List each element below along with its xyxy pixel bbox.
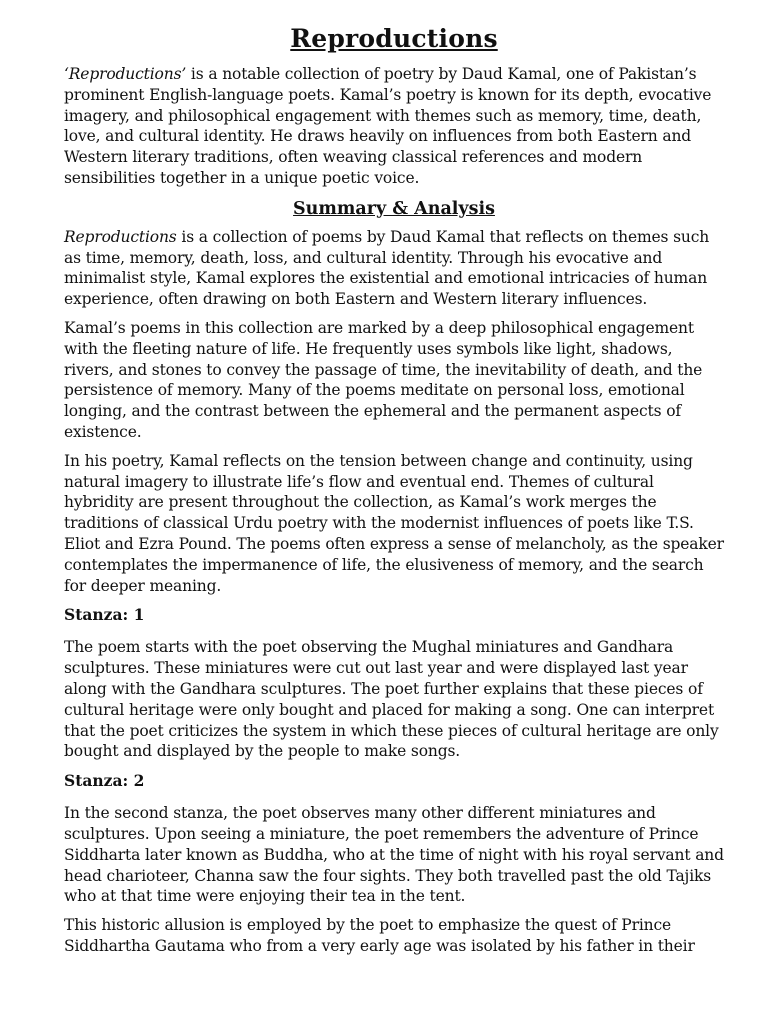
intro-text: is a notable collection of poetry by Daud Kamal, one of Pakistan’s prominent English-language poets. Kamal’s poetry is known for its depth, evocative imagery, and philosophical engagement with themes such as memory, time, death, love, and cultural identity. He draws heavily on influences from both Eastern and Western literary traditions, often weaving classical references and modern sensibilities together in a unique poetic voice.	[64, 65, 712, 187]
summary-lead-italic: Reproductions	[64, 227, 177, 246]
intro-paragraph	[64, 64, 724, 189]
summary-paragraph-3: In his poetry, Kamal reflects on the tension between change and continuity, using natural imagery to illustrate life’s flow and eventual end. Themes of cultural hybridity are present throughout the collection, as Kamal’s work merges the traditions of classical Urdu poetry with the modernist influences of poets like T.S. Eliot and Ezra Pound. The poems often express a sense of melancholy, as the speaker contemplates the impermanence of life, the elusiveness of memory, and the search for deeper meaning.	[64, 451, 724, 595]
summary-p1-text: is a collection of poems by Daud Kamal that reflects on themes such as time, memory, death, loss, and cultural identity. Through his evocative and minimalist style, Kamal explores the existential and emotional intricacies of human experience, often drawing on both Eastern and Western literary influences.	[64, 227, 710, 309]
stanza-2-heading: Stanza: 2	[64, 771, 145, 791]
stanza-2-paragraph: In the second stanza, the poet observes many other different miniatures and sculptures. Upon seeing a miniature, the poet remembers the adventure of Prince Siddharta later known as Buddha, who at the time of night with his royal servant and head charioteer, Channa saw the four sights. They both travelled past the old Tajiks who at that time were enjoying their tea in the tent.	[64, 804, 724, 906]
stanza-1-paragraph: The poem starts with the poet observing the Mughal miniatures and Gandhara sculptures. These miniatures were cut out last year and were displayed last year along with the Gandhara sculptures. The poet further explains that these pieces of cultural heritage were only bought and placed for making a song. One can interpret that the poet criticizes the system in which these pieces of cultural heritage are only bought and displayed by the people to make songs.	[64, 638, 719, 761]
intro-lead-italic: ‘Reproductions’	[64, 65, 187, 83]
page-title: Reproductions	[290, 24, 498, 53]
summary-paragraph-1	[64, 227, 724, 310]
summary-heading: Summary & Analysis	[293, 198, 495, 219]
summary-paragraph-2: Kamal’s poems in this collection are marked by a deep philosophical engagement with the fleeting nature of life. He frequently uses symbols like light, shadows, rivers, and stones to convey the passage of time, the inevitability of death, and the persistence of memory. Many of the poems meditate on personal loss, emotional longing, and the contrast between the ephemeral and the permanent aspects of existence.	[64, 318, 703, 441]
document-page	[64, 22, 724, 965]
stanza-1-heading: Stanza: 1	[64, 605, 145, 625]
stanza-2-paragraph-2: This historic allusion is employed by the poet to emphasize the quest of Prince Siddhartha Gautama who from a very early age was isolated by his father in their	[64, 916, 695, 955]
